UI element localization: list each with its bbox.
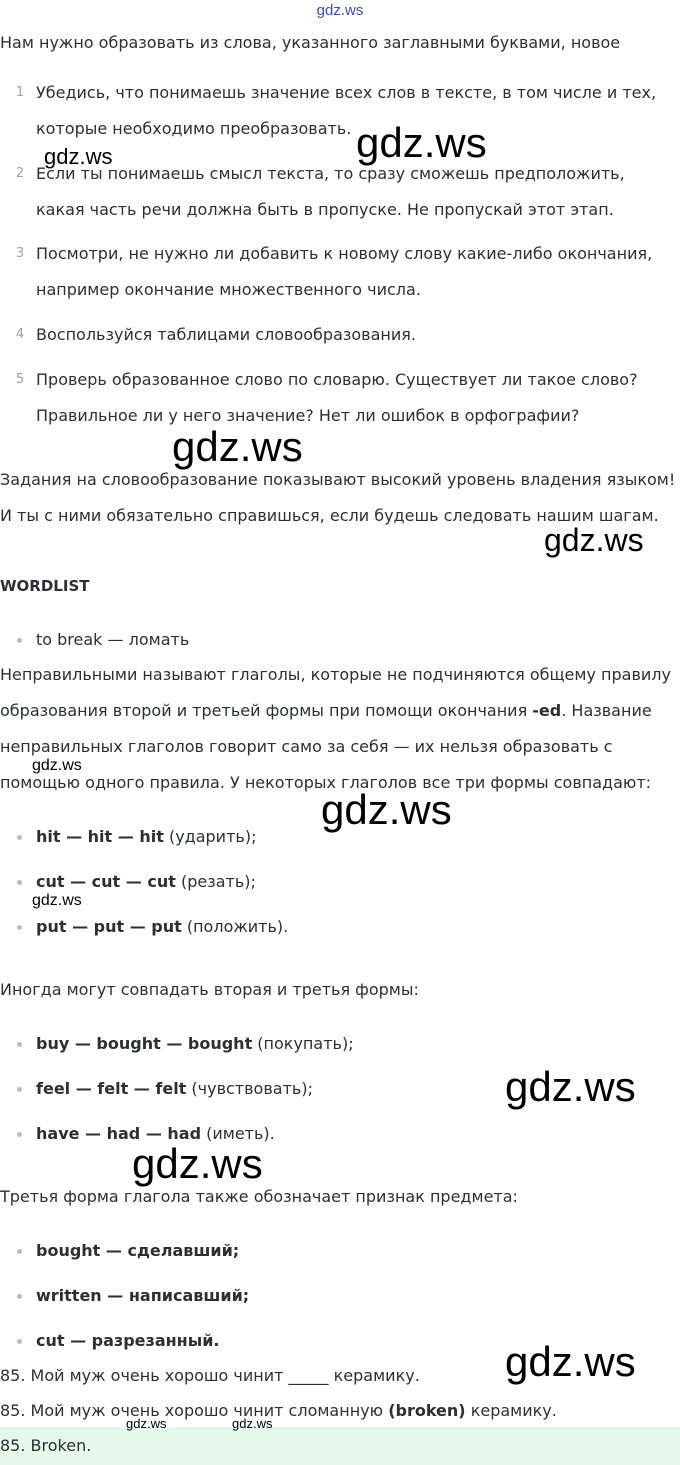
step-number: 2 [15,166,25,181]
step-text: Посмотри, не нужно ли добавить к новому слову какие-либо окончания, например окончание множественного числа. [36,244,653,299]
watermark: gdz.ws [505,1338,636,1385]
bullet-dot [17,1249,22,1254]
watermark: gdz.ws [321,786,452,833]
intro-text: Нам нужно образовать из слова, указанного заглавными буквами, новое [0,33,621,52]
watermark: gdz.ws [505,1063,636,1110]
participle-forms: bought — сделавший; [36,1241,240,1260]
verb-forms: hit — hit — hit [36,827,164,846]
verb-gloss: (иметь). [201,1124,275,1143]
watermark: gdz.ws [172,423,303,470]
bullet-dot [17,835,22,840]
step-number: 1 [15,85,25,100]
participle-paragraph: Третья форма глагола также обозначает признак предмета: [0,1187,518,1206]
irregular-paragraph-start: Неправильными называют глаголы, которые не подчиняются общему правилу образования второй и третьей формы при помощи окончания [0,665,671,720]
watermark: gdz.ws [544,522,644,558]
wordlist-heading: WORDLIST [0,577,90,595]
bullet-dot [17,638,22,643]
participle-forms: cut — разрезанный. [36,1331,220,1350]
exercise-filled [0,1393,676,1429]
participle-forms: written — написавший; [36,1286,250,1305]
exercise-filled-word: (broken) [388,1401,466,1420]
verb-forms: put — put — put [36,917,182,936]
bullet-dot [17,1042,22,1047]
verb-gloss: (чувствовать); [186,1079,313,1098]
bullet-dot [17,880,22,885]
watermark: gdz.ws [232,1416,273,1431]
step-number: 3 [15,246,25,261]
verb-forms: buy — bought — bought [36,1034,253,1053]
verb-gloss: (резать); [175,872,256,891]
verb-gloss: (положить). [181,917,289,936]
outro-text: Задания на словообразование показывают высокий уровень владения языком! И ты с ними обязательно справишься, если будешь следовать нашим шагам. [0,470,676,525]
bullet-dot [17,1087,22,1092]
verb-gloss: (покупать); [252,1034,354,1053]
watermark: gdz.ws [32,892,82,909]
irregular-paragraph [0,657,676,801]
verb-gloss: (ударить); [163,827,257,846]
exercise-filled-start: 85. Мой муж очень хорошо чинит сломанную [0,1401,389,1420]
bullet-dot [17,1339,22,1344]
verb-forms: feel — felt — felt [36,1079,187,1098]
watermark: gdz.ws [32,757,82,774]
answer-box [0,1427,680,1465]
step-number: 4 [15,327,25,342]
watermark: gdz.ws [44,144,113,169]
watermark: gdz.ws [356,119,487,166]
wordlist-item-text: to break — ломать [36,630,190,649]
answer-text: 85. Broken. [0,1436,92,1455]
irregular-paragraph-end: . Название неправильных глаголов говорит само за себя — их нельзя образовать с помощью одного правила. У некоторых глаголов все три формы совпадают: [0,701,652,792]
bullet-dot [17,1294,22,1299]
site-link[interactable]: gdz.ws [316,2,364,19]
second-third-paragraph: Иногда могут совпадать вторая и третья формы: [0,980,419,999]
bullet-dot [17,925,22,930]
verb-forms: cut — cut — cut [36,872,176,891]
step-number: 5 [15,372,25,387]
verb-forms: have — had — had [36,1124,202,1143]
step-text: Воспользуйся таблицами словообразования. [36,325,416,344]
ed-suffix: -ed [532,701,562,720]
step-text: Проверь образованное слово по словарю. Существует ли такое слово? Правильное ли у него значение? Нет ли ошибок в орфографии? [36,370,638,425]
step-text: Если ты понимаешь смысл текста, то сразу сможешь предположить, какая часть речи должна быть в пропуске. Не пропускай этот этап. [36,164,625,219]
bullet-dot [17,1132,22,1137]
exercise-task: 85. Мой муж очень хорошо чинит _____ керамику. [0,1366,420,1385]
watermark: gdz.ws [126,1416,167,1431]
exercise-filled-end: керамику. [465,1401,557,1420]
watermark: gdz.ws [132,1140,263,1187]
step-text: Убедись, что понимаешь значение всех слов в тексте, в том числе и тех, которые необходимо преобразовать. [36,83,657,138]
